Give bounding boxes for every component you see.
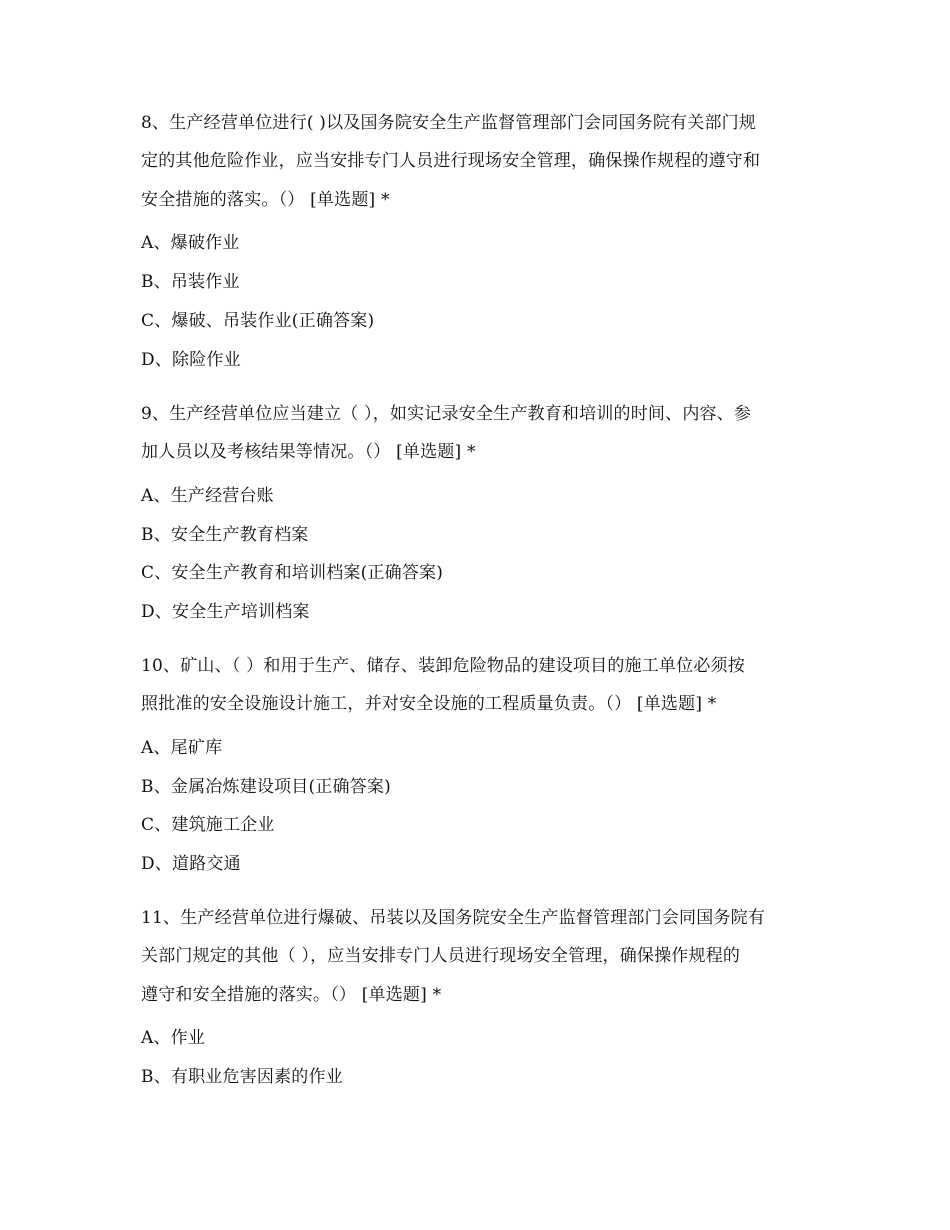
- answer-option-correct: B、金属冶炼建设项目(正确答案): [141, 777, 391, 797]
- answer-option: D、除险作业: [141, 350, 241, 370]
- answer-option: A、作业: [141, 1028, 206, 1048]
- question-text-line: 定的其他危险作业，应当安排专门人员进行现场安全管理，确保操作规程的遵守和: [141, 151, 761, 171]
- answer-option: B、吊装作业: [141, 272, 240, 292]
- question-text-line: 安全措施的落实。（） [单选题] *: [141, 190, 390, 210]
- answer-option: C、建筑施工企业: [141, 815, 275, 835]
- question-text-line: 关部门规定的其他（ ），应当安排专门人员进行现场安全管理，确保操作规程的: [141, 946, 741, 966]
- answer-option: D、安全生产培训档案: [141, 602, 310, 622]
- answer-option: D、道路交通: [141, 854, 241, 874]
- question-text-line: 遵守和安全措施的落实。（） [单选题] *: [141, 985, 442, 1005]
- answer-option-correct: C、爆破、吊装作业(正确答案): [141, 311, 375, 331]
- answer-option: B、有职业危害因素的作业: [141, 1067, 343, 1087]
- answer-option-correct: C、安全生产教育和培训档案(正确答案): [141, 563, 444, 583]
- answer-option: B、安全生产教育档案: [141, 525, 309, 545]
- question-text-line: 10、矿山、（ ）和用于生产、储存、装卸危险物品的建设项目的施工单位必须按: [141, 656, 745, 676]
- question-text-line: 加人员以及考核结果等情况。（） [单选题] *: [141, 442, 476, 462]
- answer-option: A、尾矿库: [141, 738, 223, 758]
- answer-option: A、爆破作业: [141, 233, 240, 253]
- question-text-line: 照批准的安全设施设计施工，并对安全设施的工程质量负责。（） [单选题] *: [141, 694, 717, 714]
- question-text-line: 9、生产经营单位应当建立（ ），如实记录安全生产教育和培训的时间、内容、参: [141, 404, 752, 424]
- question-text-line: 11、生产经营单位进行爆破、吊装以及国务院安全生产监督管理部门会同国务院有: [141, 908, 766, 928]
- question-text-line: 8、生产经营单位进行( )以及国务院安全生产监督管理部门会同国务院有关部门规: [141, 113, 757, 133]
- answer-option: A、生产经营台账: [141, 486, 274, 506]
